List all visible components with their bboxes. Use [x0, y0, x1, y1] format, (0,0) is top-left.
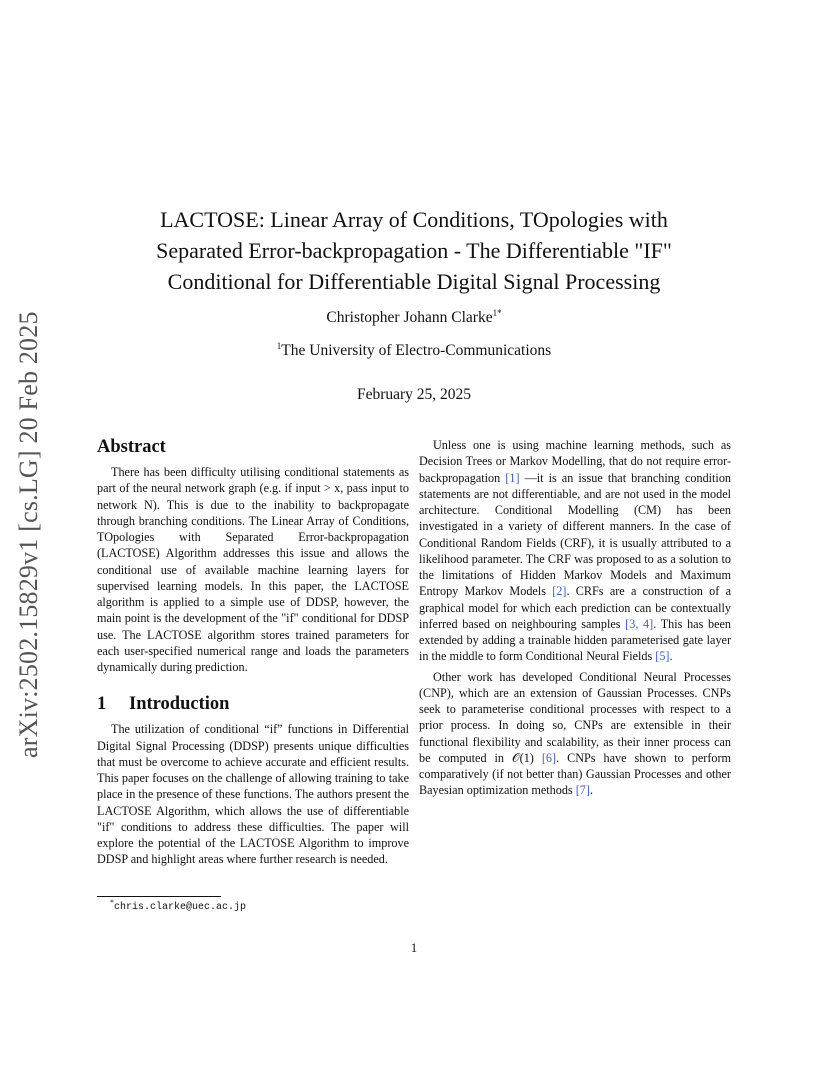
intro-paragraph-2: [419, 437, 731, 665]
affiliation-text: The University of Electro-Communications: [281, 342, 552, 359]
affiliation-mark: 1: [276, 341, 282, 351]
text-run: .: [589, 783, 593, 798]
text-run: .: [669, 649, 673, 664]
section-number: 1: [97, 694, 107, 715]
left-column: [97, 436, 409, 872]
paper-date: February 25, 2025: [356, 386, 472, 403]
intro-paragraph-3: [419, 669, 731, 799]
citation-link[interactable]: [7]: [575, 783, 590, 798]
affiliation: [100, 342, 728, 360]
introduction-heading: [97, 693, 409, 715]
footnote-email[interactable]: chris.clarke@uec.ac.jp: [114, 902, 247, 913]
citation-link[interactable]: [3, 4]: [625, 616, 654, 631]
footnote-divider: [97, 896, 221, 897]
footnote: [110, 898, 247, 913]
page-number: 1: [410, 941, 418, 955]
author-marks: 1*: [492, 308, 502, 318]
citation-link[interactable]: [1]: [505, 470, 520, 485]
author-name: [100, 309, 728, 327]
text-run: Other work has developed Conditional Neural Processes (CNP), which are an extension of Gaussian Processes. CNPs seek to parameterise conditional processes with respect to a prior process. In doing so, CNPs are extensible in their functional flexibility and scalability, as their inner process can be computed in 𝒪(1): [419, 669, 731, 765]
arxiv-identifier: arXiv:2502.15829v1 [cs.LG] 20 Feb 2025: [14, 311, 43, 758]
footnote-mark: *: [110, 898, 114, 907]
text-run: —it is an issue that branching condition statements are not differentiable, and are not used in the model architecture. Conditional Modelling (CM) has been investigated in a variety of different manners. In the case of Conditional Random Fields (CRF), it is usually attributed to a likelihood parameter. The CRF was proposed to as a solution to the limitations of Hidden Markov Models and Maximum Entropy Markov Models: [419, 470, 732, 599]
text-run: Unless one is using machine learning methods, such as Decision Trees or Markov Modelling, that do not require error-backpropagation: [419, 438, 731, 485]
text-run: . CNPs have shown to perform comparatively (if not better than) Gaussian Processes and other Bayesian optimization methods: [419, 750, 732, 798]
title-line: Separated Error-backpropagation - The Differentiable "IF": [156, 238, 672, 263]
citation-link[interactable]: [2]: [552, 584, 567, 599]
citation-link[interactable]: [5]: [655, 649, 670, 664]
text-run: . CRFs are a construction of a graphical model for which each prediction can be contextually inferred based on neighbouring samples: [419, 584, 731, 631]
section-title: Introduction: [129, 694, 230, 715]
title-line: Conditional for Differentiable Digital Signal Processing: [167, 269, 661, 294]
text-run: . This has been extended by adding a trainable hidden parameterised gate layer in the middle to form Conditional Neural Fields: [419, 616, 732, 664]
author-text: Christopher Johann Clarke: [326, 309, 493, 326]
paper-title: [100, 204, 728, 297]
intro-paragraph-1: The utilization of conditional “if” functions in Differential Digital Signal Processing (DDSP) presents unique difficulties that must be overcome to achieve accurate and efficient results. This paper focuses on the challenge of allowing training to take place in the presence of these functions. The authors present the LACTOSE Algorithm, which allows the use of differentiable "if" conditions to address these difficulties. The paper will explore the potential of the LACTOSE Algorithm to improve DDSP and highlight areas where further research is needed.: [97, 722, 409, 867]
title-line: LACTOSE: Linear Array of Conditions, TOpologies with: [160, 207, 668, 232]
abstract-heading: Abstract: [97, 437, 166, 457]
citation-link[interactable]: [6]: [541, 750, 557, 765]
right-column: [419, 437, 731, 803]
abstract-text: There has been difficulty utilising conditional statements as part of the neural network graph (e.g. if input > x, pass input to network N). This is due to the inability to backpropagate through branching conditions. The Linear Array of Conditions, TOpologies with Separated Error-backpropagation (LACTOSE) Algorithm addresses this issue and allows the conditional use of available machine learning layers for supervised learning models. In this paper, the LACTOSE algorithm is applied to a simple use of DDSP, however, the main point is the development of the "if" conditional for DDSP use. The LACTOSE algorithm stores trained parameters for each user-specified numerical range and loads the parameters dynamically during prediction.: [97, 465, 409, 674]
